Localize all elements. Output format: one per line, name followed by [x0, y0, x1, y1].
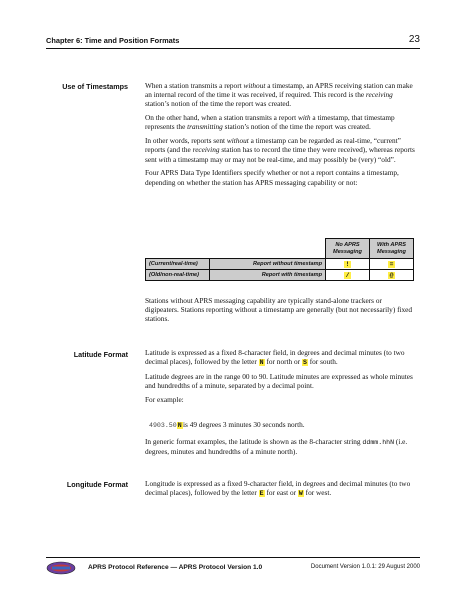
section-body-timestamps	[145, 81, 415, 191]
table-cell: =	[370, 259, 414, 270]
chapter-title: Chapter 6: Time and Position Formats	[46, 36, 180, 45]
col-header-with-messaging: With APRS Messaging	[370, 239, 414, 259]
row-description: Report without timestamp	[210, 259, 326, 270]
dti-table	[145, 238, 414, 281]
table-header-row	[146, 239, 414, 259]
example-suffix: N	[177, 422, 182, 429]
paragraph: In generic format examples, the latitude is shown as the 8-character string ddmm.hhN (i.e. degrees, minutes and hundredths of a minute north).	[145, 437, 408, 457]
footer-version: Document Version 1.0.1: 29 August 2000	[310, 564, 420, 570]
aprs-logo-icon	[46, 560, 76, 575]
footer-title: APRS Protocol Reference — APRS Protocol Version 1.0	[88, 564, 263, 571]
col-header-no-messaging: No APRS Messaging	[326, 239, 370, 259]
table-row	[146, 270, 414, 281]
table-cell: !	[326, 259, 370, 270]
page-header	[46, 34, 420, 48]
paragraph: For example:	[145, 395, 184, 404]
paragraph: Latitude is expressed as a fixed 8-character field, in degrees and decimal minutes (to two decimal places), followed by the letter N for north or S for south.	[145, 348, 405, 367]
footer-rule	[46, 557, 420, 558]
paragraph: When a station transmits a report without a timestamp, an APRS receiving station can make an internal record of the time it was received, if required. This record is the receiving station’s notion of the time the report was created.	[145, 81, 413, 109]
row-label: (Current/real-time)	[146, 259, 210, 270]
section-heading-latitude: Latitude Format	[73, 350, 128, 359]
section-body-longitude	[145, 479, 415, 503]
section-body-latitude	[145, 348, 415, 409]
paragraph: Stations without APRS messaging capability are typically stand-alone trackers or digipeaters. Stations reporting without a timestamp are generally (but not necessarily) fixed stations.	[145, 296, 413, 324]
row-description: Report with timestamp	[210, 270, 326, 281]
example-description: is 49 degrees 3 minutes 30 seconds north.	[183, 420, 305, 429]
example-code: 4903.50	[149, 422, 177, 429]
table-cell: /	[326, 270, 370, 281]
section-heading-timestamps: Use of Timestamps	[62, 82, 128, 91]
section-heading-longitude: Longitude Format	[66, 480, 128, 489]
paragraph: On the other hand, when a station transmits a report with a timestamp, that timestamp represents the transmitting station’s notion of the time the report was created.	[145, 113, 395, 132]
table-cell: @	[370, 270, 414, 281]
paragraph: Four APRS Data Type Identifiers specify whether or not a report contains a timestamp, depending on whether the station has APRS messaging capability or not:	[145, 168, 399, 187]
header-rule	[46, 48, 420, 49]
paragraph: Longitude is expressed as a fixed 9-character field, in degrees and decimal minutes (to two decimal places), followed by the letter E for east or W for west.	[145, 479, 411, 498]
paragraph: In other words, reports sent without a timestamp can be regarded as real-time, “current” reports (and the receiving station has to record the time they were received), whereas reports sent with a timestamp may or may not be real-time, and may possibly be (very) “old”.	[145, 136, 415, 164]
row-label: (Old/non-real-time)	[146, 270, 210, 281]
paragraph: Latitude degrees are in the range 00 to 90. Latitude minutes are expressed as whole minutes and hundredths of a minute, separated by a decimal point.	[145, 372, 413, 391]
page-number: 23	[408, 34, 420, 45]
table-row	[146, 259, 414, 270]
